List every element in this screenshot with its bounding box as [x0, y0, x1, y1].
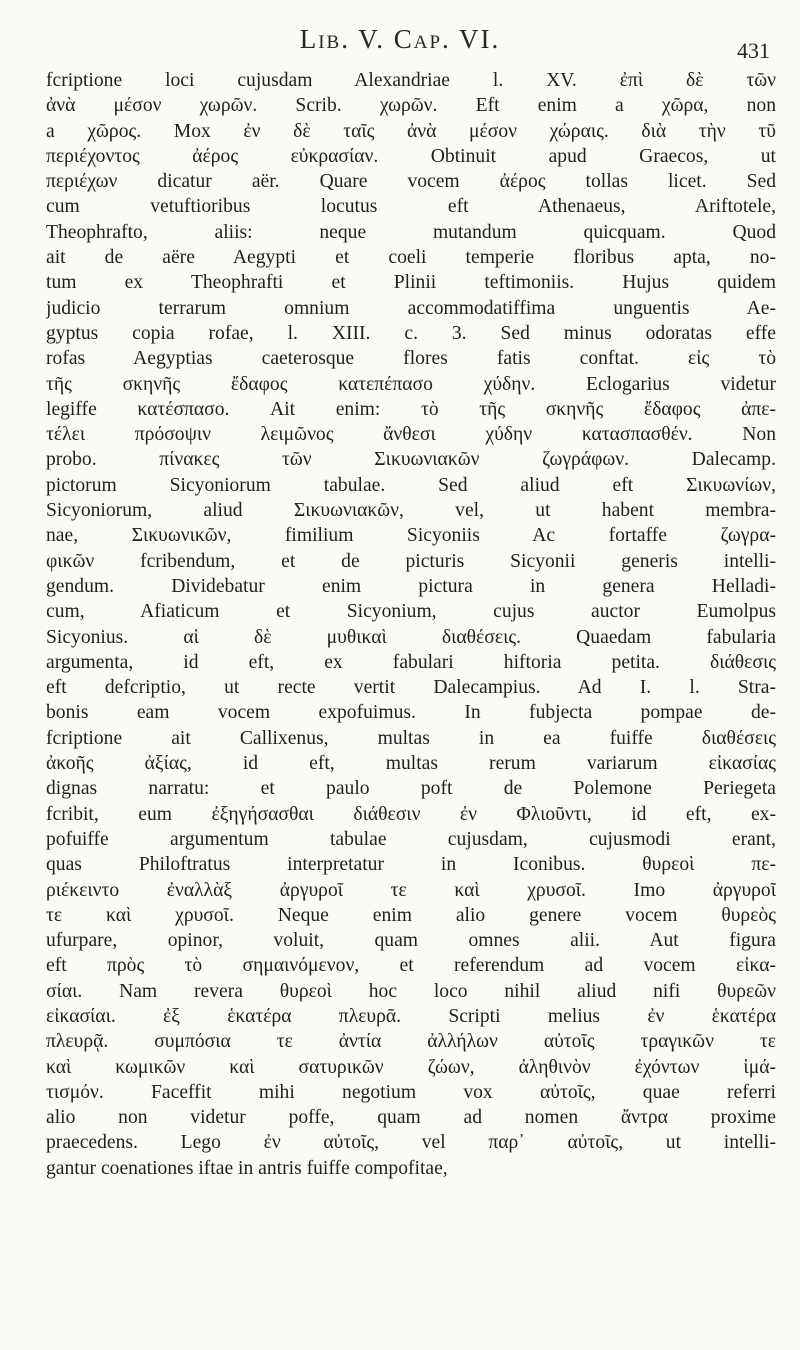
text-line: ufurpare, opinor, voluit, quam omnes alii. Aut figura [46, 930, 776, 952]
text-line: ἀνὰ μέσον χωρῶν. Scrib. χωρῶν. Eft enim a χῶρα, non [46, 95, 776, 117]
text-line: περιέχων dicatur aër. Quare vocem ἀέρος tollas licet. Sed [46, 171, 776, 193]
text-line: ἀκοῆς ἀξίας, id eft, multas rerum variarum εἰκασίας [46, 753, 776, 775]
text-line: pofuiffe argumentum tabulae cujusdam, cujusmodi erant, [46, 828, 776, 850]
text-line: Sicyoniorum, aliud Σικυωνιακῶν, vel, ut habent membra- [46, 500, 776, 522]
text-line: pictorum Sicyoniorum tabulae. Sed aliud eft Σικυωνίων, [46, 474, 776, 496]
text-line: dignas narratu: et paulo poft de Polemone Periegeta [46, 778, 776, 800]
text-line: alio non videtur poffe, quam ad nomen ἄντρα proxime [46, 1107, 776, 1129]
text-line: τῆς σκηνῆς ἔδαφος κατεπέπασο χύδην. Eclogarius videtur [46, 373, 776, 395]
text-line: bonis eam vocem expofuimus. In fubjecta pompae de- [46, 702, 776, 724]
text-line: cum vetuftioribus locutus eft Athenaeus, Ariftotele, [46, 196, 776, 218]
text-line: ριέκειντο ἐναλλὰξ ἀργυροῖ τε καὶ χρυσοῖ. Imo ἀργυροῖ [46, 879, 776, 901]
text-line: Sicyonius. αἱ δὲ μυθικαὶ διαθέσεις. Quaedam fabularia [46, 626, 776, 648]
text-line: eft πρὸς τὸ σημαινόμενον, et referendum ad vocem εἰκα- [46, 955, 776, 977]
text-line: fcriptione ait Callixenus, multas in ea fuiffe διαθέσεις [46, 727, 776, 749]
text-line: legiffe κατέσπασο. Ait enim: τὸ τῆς σκηνῆς ἔδαφος ἀπε- [46, 398, 776, 420]
text-line: Theophrafto, aliis: neque mutandum quicquam. Quod [46, 221, 776, 243]
text-line: nae, Σικυωνικῶν, fimilium Sicyoniis Ac fortaffe ζωγρα- [46, 525, 776, 547]
running-head [0, 18, 800, 63]
text-line: πλευρᾷ. συμπόσια τε ἀντία ἀλλήλων αὐτοῖς τραγικῶν τε [46, 1031, 776, 1053]
running-title: Lib. V. Cap. VI. [299, 24, 501, 54]
text-line: tum ex Theophrafti et Plinii teftimoniis. Hujus quidem [46, 272, 776, 294]
text-line: gendum. Dividebatur enim pictura in genera Helladi- [46, 575, 776, 597]
text-line: τέλει πρόσοψιν λειμῶνος ἄνθεσι χύδην κατασπασθέν. Non [46, 424, 776, 446]
text-line: φικῶν fcribendum, et de picturis Sicyonii generis intelli- [46, 550, 776, 572]
text-line: judicio terrarum omnium accommodatiffima unguentis Ae- [46, 297, 776, 319]
text-line: ait de aëre Aegypti et coeli temperie floribus apta, no- [46, 247, 776, 269]
text-line: argumenta, id eft, ex fabulari hiftoria petita. διάθεσις [46, 651, 776, 673]
text-line: τε καὶ χρυσοῖ. Neque enim alio genere vocem θυρεὸς [46, 904, 776, 926]
text-line: gantur coenationes iftae in antris fuiffe compofitae, [46, 1157, 448, 1179]
text-line: fcriptione loci cujusdam Alexandriae l. XV. ἐπὶ δὲ τῶν [46, 70, 776, 91]
text-line: καὶ κωμικῶν καὶ σατυρικῶν ζώων, ἀληθινὸν ἐχόντων ἱμά- [46, 1056, 776, 1078]
text-line: fcribit, eum ἐξηγήσασθαι διάθεσιν ἐν Φλιοῦντι, id eft, ex- [46, 803, 776, 825]
text-line: σίαι. Nam revera θυρεοὶ hoc loco nihil aliud nifi θυρεῶν [46, 980, 776, 1002]
text-line: τισμόν. Faceffit mihi negotium vox αὐτοῖς, quae referri [46, 1081, 776, 1103]
text-line: cum, Afiaticum et Sicyonium, cujus auctor Eumolpus [46, 601, 776, 623]
text-line: εἰκασίαι. ἐξ ἑκατέρα πλευρᾶ. Scripti melius ἐν ἑκατέρα [46, 1005, 776, 1027]
text-line: probo. πίνακες τῶν Σικυωνιακῶν ζωγράφων. Dalecamp. [46, 449, 776, 471]
text-line: a χῶρος. Mox ἐν δὲ ταῖς ἀνὰ μέσον χώραις. διὰ τὴν τῦ [46, 120, 776, 142]
text-line: praecedens. Lego ἐν αὐτοῖς, vel παρ᾽ αὐτοῖς, ut intelli- [46, 1132, 776, 1154]
text-line: eft defcriptio, ut recte vertit Dalecampius. Ad I. l. Stra- [46, 677, 776, 699]
page-number: 431 [737, 38, 770, 63]
text-line: rofas Aegyptias caeterosque flores fatis conftat. εἰς τὸ [46, 348, 776, 370]
text-line: quas Philoftratus interpretatur in Iconibus. θυρεοὶ πε- [46, 854, 776, 876]
text-line: περιέχοντος ἀέρος εὐκρασίαν. Obtinuit apud Graecos, ut [46, 145, 776, 167]
body-text [46, 68, 776, 1340]
text-line: gyptus copia rofae, l. XIII. c. 3. Sed minus odoratas effe [46, 322, 776, 344]
